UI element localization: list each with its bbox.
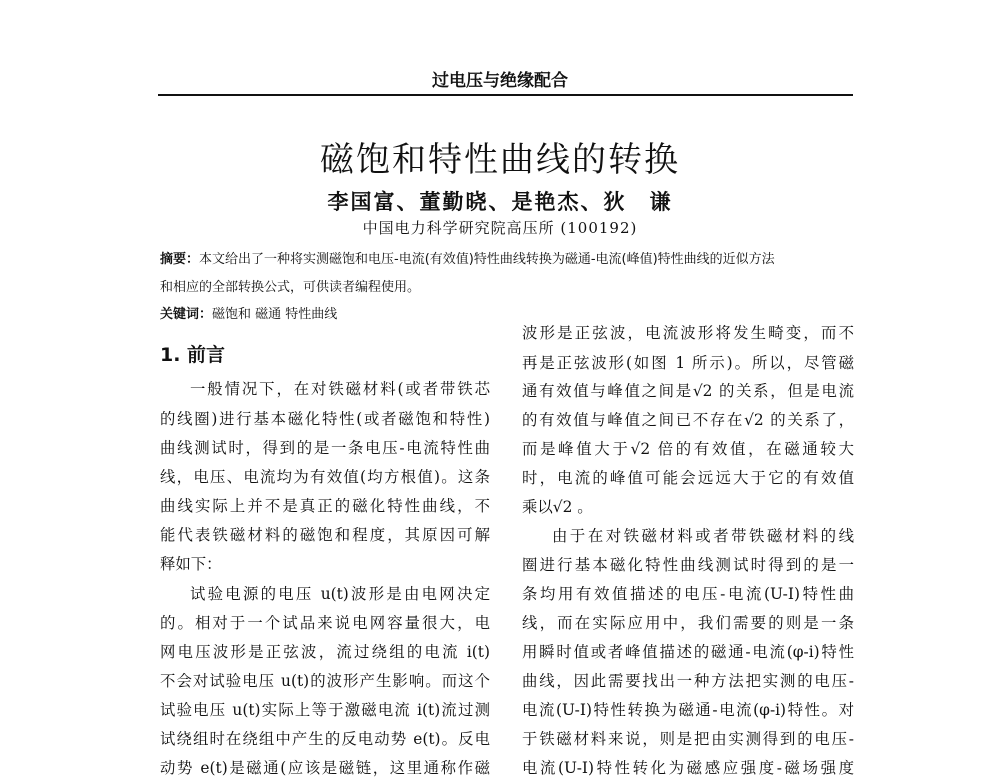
keywords-text: 磁饱和 磁通 特性曲线 (212, 307, 338, 322)
affiliation: 中国电力科学研究院高压所 (100192) (362, 219, 638, 237)
abstract-label: 摘要： (160, 252, 200, 267)
paper-title: 磁饱和特性曲线的转换 (320, 140, 680, 180)
abstract-line-2 (160, 276, 420, 295)
keywords-label: 关键词： (160, 307, 213, 322)
right-line: 于铁磁材料来说，则是把由实测得到的电压- (522, 730, 854, 748)
right-line: 用瞬时值或者峰值描述的磁通-电流(φ-i)特性 (522, 643, 854, 661)
left-line: 曲线测试时，得到的是一条电压-电流特性曲 (160, 439, 490, 457)
left-line: 试绕组时在绕组中产生的反电动势 e(t)。反电 (160, 730, 490, 748)
left-line: 的线圈)进行基本磁化特性(或者磁饱和特性) (160, 410, 490, 428)
right-line: 曲线，因此需要找出一种方法把实测的电压- (522, 672, 854, 690)
left-line: 网电压波形是正弦波，流过绕组的电流 i(t) (160, 643, 490, 661)
left-line: 释如下： (160, 555, 222, 573)
left-line: 不会对试验电压 u(t)的波形产生影响。而这个 (160, 672, 490, 690)
header-rule (158, 94, 853, 96)
right-line: 电流(U-I)特性转化为磁感应强度-磁场强度 (522, 759, 854, 777)
section-heading: 1. 前言 (160, 344, 226, 366)
keywords-line (160, 303, 337, 322)
running-header: 过电压与绝缘配合 (432, 71, 568, 91)
right-line: 线，而在实际应用中，我们需要的则是一条 (522, 614, 854, 632)
left-line: 试验电压 u(t)实际上等于激磁电流 i(t)流过测 (160, 701, 490, 719)
abstract-text-1: 本文给出了一种将实测磁饱和电压-电流(有效值)特性曲线转换为磁通-电流(峰值)特性曲线的近似方法 (199, 252, 775, 267)
left-line: 的。相对于一个试品来说电网容量很大，电 (160, 614, 490, 632)
left-line: 曲线实际上并不是真正的磁化特性曲线，不 (160, 497, 490, 515)
right-line: 通有效值与峰值之间是√2 的关系，但是电流 (522, 382, 854, 400)
right-line: 时，电流的峰值可能会远远大于它的有效值 (522, 469, 854, 487)
right-line: 条均用有效值描述的电压-电流(U-I)特性曲 (522, 585, 854, 603)
right-line: 乘以√2 。 (522, 498, 593, 516)
abstract-text-2: 和相应的全部转换公式，可供读者编程使用。 (160, 280, 421, 295)
left-line: 线，电压、电流均为有效值(均方根值)。这条 (160, 468, 490, 486)
left-line: 动势 e(t)是磁通(应该是磁链，这里通称作磁 (160, 759, 490, 777)
right-line: 的有效值与峰值之间已不存在√2 的关系了， (522, 411, 854, 429)
left-line: 能代表铁磁材料的磁饱和程度，其原因可解 (160, 526, 490, 544)
right-line: 再是正弦波形(如图 1 所示)。所以，尽管磁 (522, 354, 854, 372)
author-list: 李国富、董勤晓、是艳杰、狄 谦 (327, 189, 673, 214)
left-line: 一般情况下，在对铁磁材料(或者带铁芯 (190, 380, 490, 398)
right-line: 由于在对铁磁材料或者带铁磁材料的线 (552, 527, 854, 545)
abstract-line-1 (160, 248, 775, 267)
right-line: 圈进行基本磁化特性曲线测试时得到的是一 (522, 556, 854, 574)
right-line: 波形是正弦波，电流波形将发生畸变，而不 (522, 324, 854, 342)
left-line: 试验电源的电压 u(t)波形是由电网决定 (190, 585, 490, 603)
right-line: 电流(U-I)特性转换为磁通-电流(φ-i)特性。对 (522, 701, 854, 719)
right-line: 而是峰值大于√2 倍的有效值，在磁通较大 (522, 440, 854, 458)
